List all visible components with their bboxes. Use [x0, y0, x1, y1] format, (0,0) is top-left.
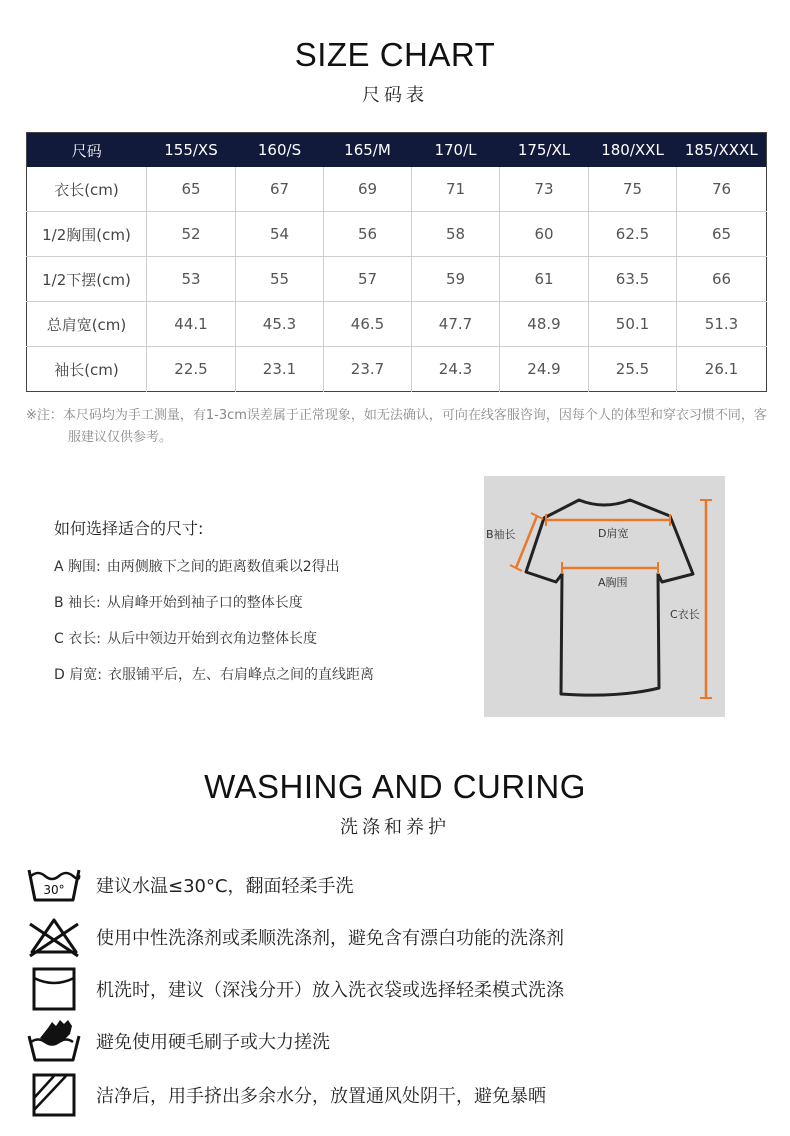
table-cell: 63.5: [589, 257, 677, 302]
diagram-label-d: D肩宽: [598, 527, 629, 540]
table-cell: 24.9: [500, 347, 589, 392]
size-chart-title: SIZE CHART: [294, 36, 496, 73]
care-text: 机洗时，建议（深浅分开）放入洗衣袋或选择轻柔模式洗涤: [96, 980, 564, 1001]
table-header-cell: 175/XL: [500, 133, 589, 168]
howto-item-text: 衣服铺平后，左、右肩峰点之间的直线距离: [107, 667, 374, 683]
care-item: [26, 1018, 766, 1064]
tshirt-outline-icon: [484, 476, 725, 717]
table-cell: 46.5: [324, 302, 412, 347]
table-cell: 73: [500, 167, 589, 212]
row-label: 1/2下摆(cm): [27, 257, 147, 302]
table-cell: 65: [677, 212, 767, 257]
table-header-cell: 165/M: [324, 133, 412, 168]
care-text: 使用中性洗涤剂或柔顺洗涤剂，避免含有漂白功能的洗涤剂: [96, 928, 564, 949]
size-chart-subtitle: 尺码表: [362, 85, 428, 106]
wash-temp-label: 30°: [43, 883, 65, 897]
table-cell: 59: [412, 257, 500, 302]
howto-item: [54, 556, 340, 576]
table-cell: 52: [147, 212, 236, 257]
row-label: 袖长(cm): [27, 347, 147, 392]
table-header-cell: 160/S: [236, 133, 324, 168]
table-cell: 48.9: [500, 302, 589, 347]
row-label: 总肩宽(cm): [27, 302, 147, 347]
table-cell: 54: [236, 212, 324, 257]
howto-title: 如何选择适合的尺寸:: [54, 519, 204, 538]
table-cell: 45.3: [236, 302, 324, 347]
table-cell: 51.3: [677, 302, 767, 347]
howto-item-key: D 肩宽:: [54, 667, 102, 683]
hand-wash-icon: [26, 1018, 82, 1064]
row-label: 1/2胸围(cm): [27, 212, 147, 257]
diagram-label-c: C衣长: [670, 608, 700, 621]
measurement-note: ※注：本尺码均为手工测量，有1-3cm误差属于正常现象，如无法确认，可向在线客服咨询，因每个人的体型和穿衣习惯不同，客服建议仅供参考。: [26, 408, 767, 445]
table-cell: 23.7: [324, 347, 412, 392]
row-label: 衣长(cm): [54, 180, 119, 199]
diagram-label-a: A胸围: [598, 576, 628, 589]
table-row: [27, 257, 767, 302]
table-row: [27, 212, 767, 257]
washing-title: WASHING AND CURING: [204, 768, 586, 805]
care-text: 洁净后，用手挤出多余水分，放置通风处阴干，避免暴晒: [96, 1086, 546, 1107]
table-cell: 23.1: [236, 347, 324, 392]
care-item: [26, 966, 766, 1012]
table-cell: 58: [412, 212, 500, 257]
table-cell: 57: [324, 257, 412, 302]
table-row: [27, 302, 767, 347]
howto-item: [54, 664, 374, 684]
howto-item-key: B 袖长:: [54, 595, 101, 611]
table-cell: 25.5: [589, 347, 677, 392]
howto-item-text: 由两侧腋下之间的距离数值乘以2得出: [106, 559, 340, 575]
howto-item-key: C 衣长:: [54, 631, 101, 647]
table-header-cell: 180/XXL: [589, 133, 677, 168]
table-cell: 55: [236, 257, 324, 302]
table-header-cell: 尺码: [27, 133, 147, 168]
table-cell: 65: [147, 167, 236, 212]
table-row: [27, 167, 767, 212]
size-table-header-row: [27, 133, 767, 168]
table-cell: 76: [677, 167, 767, 212]
care-item: [26, 914, 766, 960]
table-cell: 53: [147, 257, 236, 302]
machine-wash-bag-icon: [26, 966, 82, 1012]
table-cell: 61: [500, 257, 589, 302]
table-cell: 60: [500, 212, 589, 257]
size-table: [26, 132, 767, 392]
diagram-label-b: B袖长: [486, 528, 516, 541]
table-cell: 75: [589, 167, 677, 212]
table-header-cell: 155/XS: [147, 133, 236, 168]
table-cell: 26.1: [677, 347, 767, 392]
wash-30-icon: [26, 862, 82, 908]
care-text: 建议水温≤30°C，翻面轻柔手洗: [96, 876, 354, 897]
table-cell: 69: [324, 167, 412, 212]
table-cell: 66: [677, 257, 767, 302]
care-item: [26, 862, 766, 908]
table-cell: 47.7: [412, 302, 500, 347]
tshirt-measurement-diagram: [484, 476, 725, 717]
table-cell: 56: [324, 212, 412, 257]
table-cell: 62.5: [589, 212, 677, 257]
table-cell: 22.5: [147, 347, 236, 392]
care-text: 避免使用硬毛刷子或大力搓洗: [96, 1032, 330, 1053]
table-cell: 44.1: [147, 302, 236, 347]
howto-item-key: A 胸围:: [54, 559, 101, 575]
table-cell: 50.1: [589, 302, 677, 347]
no-bleach-icon: [26, 914, 82, 960]
table-cell: 24.3: [412, 347, 500, 392]
table-header-cell: 185/XXXL: [677, 133, 767, 168]
howto-item: [54, 628, 317, 648]
washing-subtitle: 洗涤和养护: [340, 817, 450, 838]
table-cell: 67: [236, 167, 324, 212]
howto-item: [54, 592, 303, 612]
howto-item-text: 从后中领边开始到衣角边整体长度: [106, 631, 317, 647]
care-item: [26, 1072, 766, 1118]
howto-item-text: 从肩峰开始到袖子口的整体长度: [106, 595, 303, 611]
table-header-cell: 170/L: [412, 133, 500, 168]
table-row: [27, 347, 767, 392]
shade-dry-icon: [26, 1072, 82, 1118]
table-cell: 71: [412, 167, 500, 212]
